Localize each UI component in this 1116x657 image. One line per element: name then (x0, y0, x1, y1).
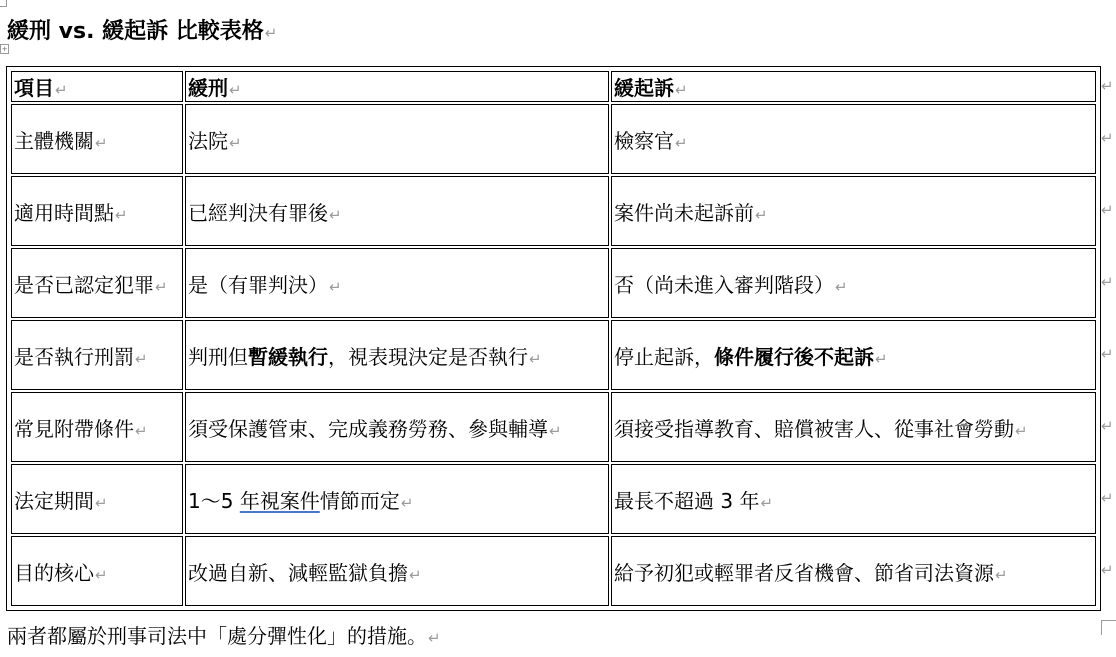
comparison-table-frame (6, 66, 1101, 611)
header-label: 緩刑 (188, 76, 228, 100)
row-end-mark: ↵ (1101, 417, 1114, 435)
cell-end-mark: ↵ (115, 205, 128, 224)
cell-text: 情節而定 (319, 488, 400, 513)
cell-end-mark: ↵ (755, 205, 768, 224)
row-item-cell[interactable] (11, 248, 183, 318)
row-end-mark: ↵ (1101, 77, 1114, 95)
row-end-mark: ↵ (1101, 561, 1114, 579)
row-item-label: 常見附帶條件 (14, 416, 134, 441)
row-item-cell[interactable] (11, 320, 183, 390)
table-row (11, 104, 1096, 174)
deferred-prosecution-cell[interactable] (611, 536, 1096, 606)
table-header-cell[interactable] (11, 71, 183, 102)
row-item-label: 主體機關 (14, 128, 94, 153)
cell-text: 是（有罪判決） (188, 272, 328, 297)
row-item-cell[interactable] (11, 176, 183, 246)
cell-end-mark: ↵ (229, 81, 242, 99)
cell-text: 檢察官 (614, 128, 674, 153)
probation-cell[interactable] (185, 320, 609, 390)
page-corner-mark (1101, 620, 1116, 635)
deferred-prosecution-cell[interactable] (611, 176, 1096, 246)
cell-text: 否（尚未進入審判階段） (614, 272, 834, 297)
probation-cell[interactable] (185, 248, 609, 318)
table-row (11, 248, 1096, 318)
emphasis-text: 條件履行後不起訴 (714, 344, 874, 369)
cell-text: 最長不超過 3 年 (614, 488, 760, 513)
probation-cell[interactable] (185, 464, 609, 534)
row-end-mark: ↵ (1101, 273, 1114, 291)
cell-end-mark: ↵ (529, 349, 542, 368)
cell-text: 已經判決有罪後 (188, 200, 328, 225)
cell-end-mark: ↵ (95, 133, 108, 152)
row-item-cell[interactable] (11, 104, 183, 174)
table-header-cell[interactable] (185, 71, 609, 102)
cell-text: 給予初犯或輕罪者反省機會、節省司法資源 (614, 560, 994, 585)
probation-cell[interactable] (185, 536, 609, 606)
cell-text: 改過自新、減輕監獄負擔 (188, 560, 408, 585)
probation-cell[interactable] (185, 392, 609, 462)
table-row (11, 536, 1096, 606)
cell-end-mark: ↵ (875, 349, 888, 368)
cell-text: 判刑但 (188, 344, 248, 369)
deferred-prosecution-cell[interactable] (611, 104, 1096, 174)
cell-end-mark: ↵ (1015, 421, 1028, 440)
cell-end-mark: ↵ (835, 277, 848, 296)
table-move-handle-icon[interactable]: + (1, 45, 8, 53)
cell-end-mark: ↵ (329, 205, 342, 224)
cell-end-mark: ↵ (995, 565, 1008, 584)
cell-text: ，視表現決定是否執行 (328, 344, 528, 369)
document-title-text: 緩刑 vs. 緩起訴 比較表格 (7, 19, 264, 44)
cell-end-mark: ↵ (135, 349, 148, 368)
cell-end-mark: ↵ (155, 277, 168, 296)
table-header-row (11, 71, 1096, 102)
cell-text: 須接受指導教育、賠償被害人、從事社會勞動 (614, 416, 1014, 441)
cell-end-mark: ↵ (95, 565, 108, 584)
probation-cell[interactable] (185, 104, 609, 174)
cell-end-mark: ↵ (55, 81, 68, 99)
row-item-label: 是否已認定犯罪 (14, 272, 154, 297)
row-item-cell[interactable] (11, 464, 183, 534)
comparison-table (9, 69, 1098, 608)
cell-end-mark: ↵ (760, 493, 774, 512)
deferred-prosecution-cell[interactable] (611, 464, 1096, 534)
row-item-label: 是否執行刑罰 (14, 344, 134, 369)
cell-end-mark: ↵ (329, 277, 342, 296)
cell-end-mark: ↵ (675, 81, 688, 99)
cell-text: 法院 (188, 128, 228, 153)
paragraph-mark: ↵ (428, 629, 441, 647)
row-item-label: 目的核心 (14, 560, 94, 585)
cell-end-mark: ↵ (549, 421, 562, 440)
header-label: 緩起訴 (614, 76, 674, 100)
paragraph-mark: ↵ (264, 24, 278, 42)
cell-end-mark: ↵ (229, 133, 242, 152)
table-row (11, 392, 1096, 462)
deferred-prosecution-cell[interactable] (611, 392, 1096, 462)
row-end-mark: ↵ (1101, 345, 1114, 363)
footer-note (7, 620, 441, 649)
page-corner-mark (0, 0, 7, 7)
deferred-prosecution-cell[interactable] (611, 248, 1096, 318)
emphasis-text: 暫緩執行 (248, 344, 328, 369)
row-item-cell[interactable] (11, 536, 183, 606)
table-row (11, 176, 1096, 246)
cell-end-mark: ↵ (400, 493, 414, 512)
footer-note-text: 兩者都屬於刑事司法中「處分彈性化」的措施。 (7, 624, 427, 648)
probation-cell[interactable] (185, 176, 609, 246)
row-end-mark: ↵ (1101, 201, 1114, 219)
table-header-cell[interactable] (611, 71, 1096, 102)
flagged-text: 年視案件 (239, 488, 320, 513)
cell-text: 1～5 (188, 488, 240, 513)
row-item-cell[interactable] (11, 392, 183, 462)
table-row (11, 464, 1096, 534)
row-end-mark: ↵ (1101, 129, 1114, 147)
table-row (11, 320, 1096, 390)
cell-end-mark: ↵ (135, 421, 148, 440)
document-title (7, 14, 277, 45)
row-item-label: 適用時間點 (14, 200, 114, 225)
cell-end-mark: ↵ (409, 565, 422, 584)
cell-text: 停止起訴， (614, 344, 714, 369)
cell-text: 案件尚未起訴前 (614, 200, 754, 225)
cell-end-mark: ↵ (675, 133, 688, 152)
row-end-mark: ↵ (1101, 489, 1114, 507)
deferred-prosecution-cell[interactable] (611, 320, 1096, 390)
header-label: 項目 (14, 76, 54, 100)
cell-end-mark: ↵ (95, 493, 108, 512)
row-item-label: 法定期間 (14, 488, 94, 513)
cell-text: 須受保護管束、完成義務勞務、參與輔導 (188, 416, 548, 441)
